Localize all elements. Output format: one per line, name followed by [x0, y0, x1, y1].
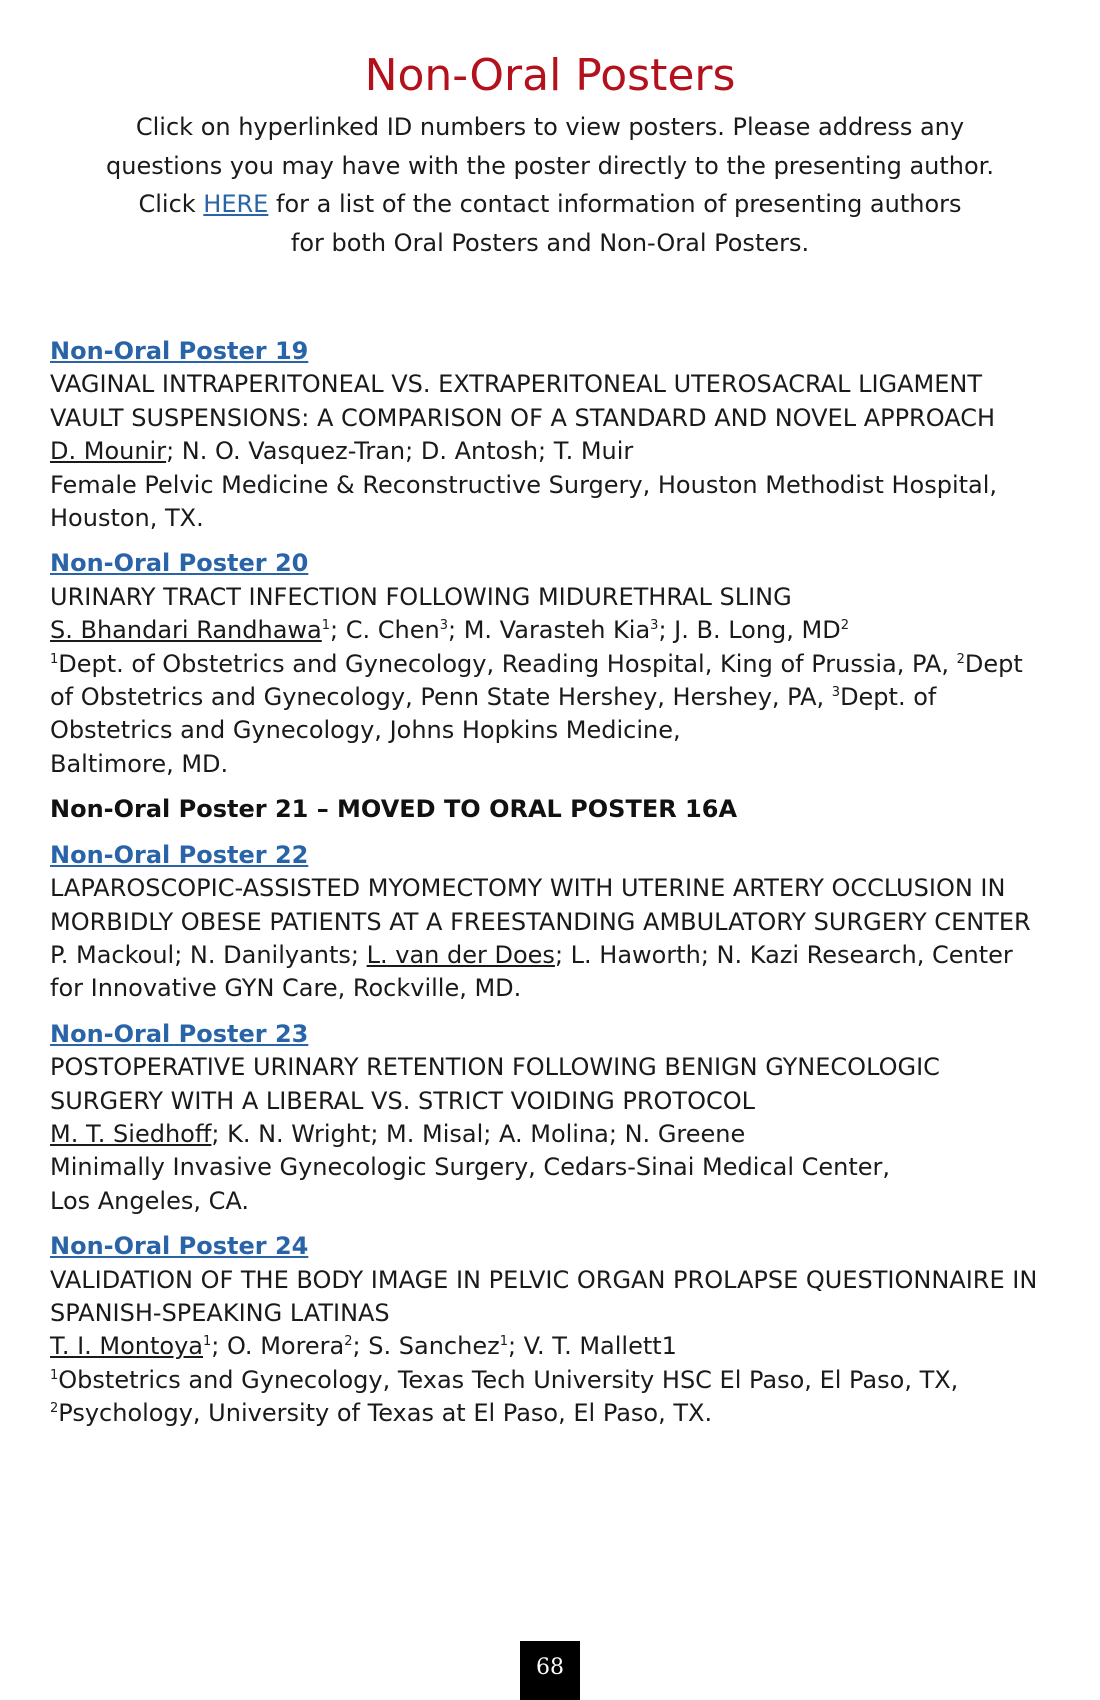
poster-23-presenter: M. T. Siedhoff — [50, 1119, 212, 1148]
poster-24-aff-2: Psychology, University of Texas at El Paso, El Paso, TX. — [58, 1399, 713, 1428]
poster-20-link[interactable]: Non-Oral Poster 20 — [50, 549, 309, 578]
poster-24-author-2: ; O. Morera — [211, 1332, 345, 1361]
poster-20-sup-2: 3 — [439, 618, 448, 634]
poster-entry-24 — [50, 1230, 1050, 1430]
poster-22-authors-before: P. Mackoul; N. Danilyants; — [50, 940, 367, 969]
poster-20-aff-sup-1: 1 — [50, 651, 59, 667]
poster-24-sup-3: 1 — [499, 1334, 508, 1350]
poster-20-aff-sup-3: 3 — [831, 685, 841, 701]
poster-20-affiliation-city: Baltimore, MD. — [50, 749, 229, 778]
poster-19-title: VAGINAL INTRAPERITONEAL VS. EXTRAPERITONEAL UTEROSACRAL LIGAMENT VAULT SUSPENSIONS: A COMPARISON OF A STANDARD AND NOVEL APPROACH — [50, 370, 995, 432]
poster-24-sup-2: 2 — [344, 1334, 353, 1350]
intro-line-3-end: for a list of the contact information of presenting authors — [268, 190, 962, 218]
poster-entry-20 — [50, 547, 1050, 781]
intro-line-3 — [0, 185, 1100, 224]
intro-line-1: Click on hyperlinked ID numbers to view posters. Please address any — [135, 113, 965, 141]
poster-23-affiliation: Minimally Invasive Gynecologic Surgery, Cedars-Sinai Medical Center, — [50, 1153, 891, 1182]
poster-24-author-3: ; S. Sanchez — [352, 1332, 500, 1361]
poster-23-affiliation-city: Los Angeles, CA. — [50, 1186, 249, 1215]
poster-20-sup-3: 3 — [650, 618, 659, 634]
poster-24-title: VALIDATION OF THE BODY IMAGE IN PELVIC ORGAN PROLAPSE QUESTIONNAIRE IN SPANISH-SPEAKING LATINAS — [50, 1265, 1038, 1327]
intro-text — [0, 108, 1100, 262]
poster-21-moved-notice: Non-Oral Poster 21 – MOVED TO ORAL POSTER 16A — [50, 795, 738, 824]
poster-entry-22 — [50, 839, 1050, 1006]
intro-line-2: questions you may have with the poster directly to the presenting author. — [106, 151, 994, 180]
poster-20-author-2: ; C. Chen — [330, 616, 440, 645]
poster-20-aff-3: Dept. of Obstetrics and Gynecology, Johns Hopkins Medicine, — [50, 683, 937, 745]
poster-20-author-4: ; J. B. Long, MD — [658, 616, 841, 645]
poster-20-affiliation — [50, 648, 1050, 748]
poster-22-authors-after: ; L. Haworth; N. Kazi Research, Center for Innovative GYN Care, Rockville, MD. — [50, 940, 1013, 1003]
poster-24-link[interactable]: Non-Oral Poster 24 — [50, 1232, 309, 1261]
poster-22-link[interactable]: Non-Oral Poster 22 — [50, 840, 309, 869]
poster-24-affiliation-1 — [50, 1364, 1050, 1397]
poster-19-link[interactable]: Non-Oral Poster 19 — [50, 337, 309, 365]
poster-24-aff-1: Obstetrics and Gynecology, Texas Tech University HSC El Paso, El Paso, TX, — [58, 1365, 959, 1394]
poster-20-author-3: ; M. Varasteh Kia — [448, 616, 651, 645]
poster-20-authors — [50, 614, 1050, 647]
poster-24-presenter: T. I. Montoya — [50, 1332, 204, 1361]
poster-list — [50, 335, 1050, 1443]
here-link[interactable]: HERE — [203, 190, 269, 218]
poster-23-authors — [50, 1118, 1050, 1151]
poster-22-presenter: L. van der Does — [366, 940, 555, 969]
poster-24-authors — [50, 1330, 1050, 1363]
poster-24-sup-1: 1 — [203, 1334, 212, 1350]
poster-20-title: URINARY TRACT INFECTION FOLLOWING MIDURETHRAL SLING — [50, 582, 792, 611]
poster-20-aff-1: Dept. of Obstetrics and Gynecology, Reading Hospital, King of Prussia, PA, — [58, 649, 957, 678]
poster-19-presenter: D. Mounir — [50, 437, 167, 466]
page-title: Non-Oral Posters — [364, 50, 736, 101]
intro-line-4: for both Oral Posters and Non-Oral Posters. — [290, 228, 810, 257]
poster-19-affiliation: Female Pelvic Medicine & Reconstructive Surgery, Houston Methodist Hospital, Houston, TX. — [50, 470, 998, 533]
poster-24-affiliation-2 — [50, 1397, 1050, 1430]
intro-line-3-start: Click — [138, 190, 204, 218]
poster-19-authors — [50, 435, 1050, 468]
poster-20-sup-4: 2 — [840, 618, 850, 634]
poster-22-title: LAPAROSCOPIC-ASSISTED MYOMECTOMY WITH UTERINE ARTERY OCCLUSION IN MORBIDLY OBESE PATIENTS AT A FREESTANDING AMBULATORY SURGERY CENTER — [50, 874, 1031, 936]
poster-20-aff-sup-2: 2 — [956, 651, 965, 667]
poster-23-title: POSTOPERATIVE URINARY RETENTION FOLLOWING BENIGN GYNECOLOGIC SURGERY WITH A LIBERAL VS. STRICT VOIDING PROTOCOL — [50, 1053, 940, 1115]
poster-23-link[interactable]: Non-Oral Poster 23 — [50, 1019, 309, 1048]
poster-22-authors — [50, 939, 1050, 1006]
poster-20-sup-1: 1 — [321, 618, 331, 634]
poster-entry-23 — [50, 1018, 1050, 1218]
poster-20-aff-2: Dept of Obstetrics and Gynecology, Penn State Hershey, Hershey, PA, — [50, 649, 1023, 712]
poster-23-coauthors: ; K. N. Wright; M. Misal; A. Molina; N. Greene — [211, 1119, 746, 1148]
poster-entry-21 — [50, 793, 1050, 826]
poster-19-coauthors: ; N. O. Vasquez-Tran; D. Antosh; T. Muir — [166, 437, 634, 466]
poster-entry-19 — [50, 335, 1050, 535]
poster-24-aff-sup-2: 2 — [50, 1401, 59, 1417]
poster-24-author-4: ; V. T. Mallett1 — [507, 1332, 677, 1361]
poster-20-presenter: S. Bhandari Randhawa — [50, 616, 322, 645]
page-number: 68 — [520, 1641, 580, 1700]
poster-24-aff-sup-1: 1 — [50, 1367, 59, 1383]
